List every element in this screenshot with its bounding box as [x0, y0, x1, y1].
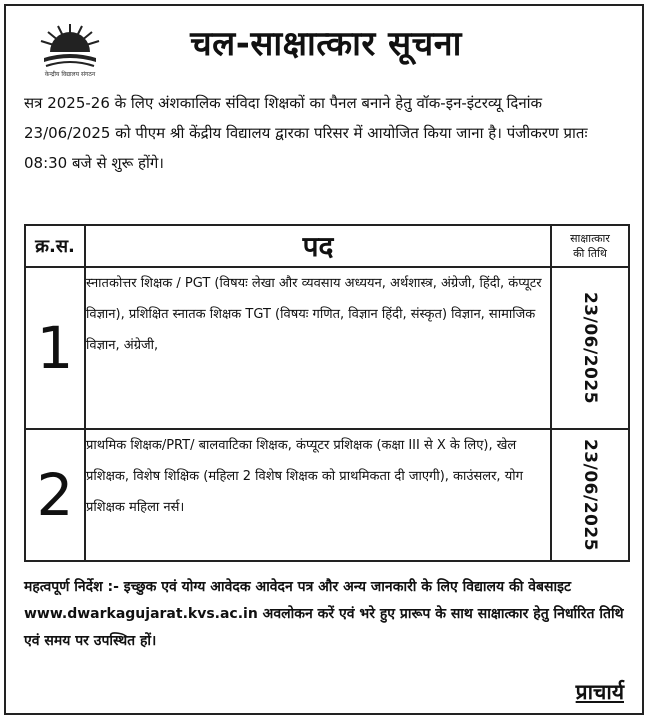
posts-table [24, 224, 630, 562]
table-row [25, 429, 629, 561]
header-post: पद [85, 225, 551, 267]
header-date-line2: की तिथि [573, 247, 607, 260]
notice-page [4, 4, 644, 715]
rising-sun-icon [36, 20, 104, 70]
row-date-cell [551, 267, 629, 429]
row-date-cell [551, 429, 629, 561]
header-date-line1: साक्षात्कार [570, 232, 610, 245]
header-interview-date [551, 225, 629, 267]
table-row [25, 267, 629, 429]
row-post-description: स्नातकोत्तर शिक्षक / PGT (विषयः लेखा और व्यवसाय अध्ययन, अर्थशास्त्र, अंग्रेजी, हिंदी, कंप्यूटर विज्ञान), प्रशिक्षित स्नातक शिक्षक TGT (विषयः गणित, विज्ञान हिंदी, संस्कृत) विज्ञान, सामाजिक विज्ञान, अंग्रेजी, [85, 267, 551, 429]
kvs-logo [36, 20, 104, 82]
logo-caption: केन्द्रीय विद्यालय संगठन [44, 71, 96, 78]
principal-signature: प्राचार्य [575, 680, 624, 704]
row-serial: 1 [25, 267, 85, 429]
intro-paragraph: सत्र 2025-26 के लिए अंशकालिक संविदा शिक्षकों का पैनल बनाने हेतु वॉक-इन-इंटरव्यू दिनांक 23/06/2025 को पीएम श्री केंद्रीय विद्यालय द्वारका परिसर में आयोजित किया जाना है। पंजीकरण प्रातः 08:30 बजे से शुरू होंगे। [24, 94, 588, 172]
page-title: चल-साक्षात्कार सूचना [190, 24, 462, 64]
row-serial: 2 [25, 429, 85, 561]
important-instructions: महत्वपूर्ण निर्देश :- इच्छुक एवं योग्य आवेदक आवेदन पत्र और अन्य जानकारी के लिए विद्यालय की वेबसाइट www.dwarkagujarat.kvs.ac.in अवलोकन करें एवं भरे हुए प्रारूप के साथ साक्षात्कार हेतु निर्धारित तिथि एवं समय पर उपस्थित हों। [24, 579, 624, 649]
row-interview-date: 23/06/2025 [580, 291, 600, 405]
header-serial: क्र.स. [25, 225, 85, 267]
table-header-row [25, 225, 629, 267]
row-post-description: प्राथमिक शिक्षक/PRT/ बालवाटिका शिक्षक, कंप्यूटर प्रशिक्षक (कक्षा III से X के लिए), खेल प्रशिक्षक, विशेष शिक्षिक (महिला 2 विशेष शिक्षक को प्राथमिकता दी जाएगी), काउंसलर, योग प्रशिक्षक महिला नर्स। [85, 429, 551, 561]
row-interview-date: 23/06/2025 [580, 438, 600, 552]
